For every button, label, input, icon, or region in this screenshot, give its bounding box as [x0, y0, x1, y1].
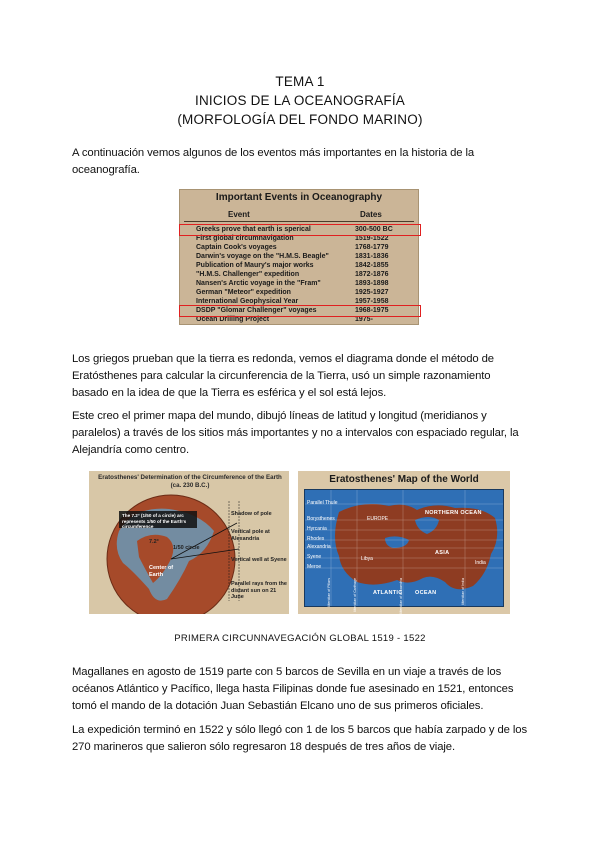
event-dates: 1893-1898: [355, 280, 389, 287]
events-col-dates: Dates: [360, 210, 382, 219]
label-ocean: OCEAN: [415, 590, 437, 596]
event-name: Nansen's Arctic voyage in the "Fram": [196, 280, 321, 287]
map-meridian-label: Meridian of Pillars: [327, 578, 331, 607]
intro-paragraph: A continuación vemos algunos de los eventos más importantes en la historia de la oceanografía.: [72, 147, 475, 176]
event-dates: 1872-1876: [355, 271, 389, 278]
event-name: Greeks prove that earth is sperical: [196, 226, 311, 233]
events-table-row: [180, 261, 418, 270]
event-name: DSDP "Glomar Challenger" voyages: [196, 307, 317, 314]
event-name: International Geophysical Year: [196, 298, 299, 305]
label-well: Vertical well at Syene: [231, 557, 287, 563]
figure-caption: PRIMERA CIRCUNNAVEGACIÓN GLOBAL 1519 - 1522: [174, 633, 426, 644]
label-arc: 1/50 circle: [173, 545, 200, 551]
events-table-row: [180, 288, 418, 297]
highlight-row-dsdp: [179, 305, 421, 317]
events-table-title: Important Events in Oceanography: [215, 192, 383, 203]
event-name: Publication of Maury's major works: [196, 262, 314, 269]
map-meridian-label: Meridian of Carthage: [353, 578, 357, 612]
event-name: "H.M.S. Challenger" expedition: [196, 271, 300, 278]
map-parallel-label: Parallel Thule: [307, 500, 338, 506]
label-europe: EUROPE: [367, 516, 389, 522]
event-name: Captain Cook's voyages: [196, 244, 277, 251]
eratosthenes-map-figure: [298, 471, 510, 614]
map-parallel-label: Meroe: [307, 564, 322, 570]
events-table-row: [180, 243, 418, 252]
map-meridian-label: Meridian of Alexandria: [399, 578, 403, 614]
map-parallel-label: Hyrcania: [307, 526, 327, 532]
event-dates: 1768-1779: [355, 244, 389, 251]
event-name: Ocean Drilling Project: [196, 316, 270, 323]
doc-subtitle-2: (MORFOLOGÍA DEL FONDO MARINO): [177, 112, 423, 127]
map-title: Eratosthenes' Map of the World: [329, 474, 479, 485]
event-dates: 1831-1836: [355, 253, 389, 260]
determination-note: The 7.2° (1/50 of a circle) arc represents 1/50 of the Earth's circumference: [122, 513, 187, 529]
label-libya: Libya: [361, 556, 373, 562]
doc-subtitle: INICIOS DE LA OCEANOGRAFÍA: [195, 93, 405, 108]
determination-title: Eratosthenes' Determination of the Circumference of the Earth (ca. 230 B.C.): [98, 474, 282, 489]
events-table-row: [180, 252, 418, 261]
events-divider: [184, 221, 414, 222]
event-dates: 1975-: [355, 316, 373, 323]
event-dates: 1842-1855: [355, 262, 389, 269]
event-name: German "Meteor" expedition: [196, 289, 291, 296]
eratosthenes-determination-figure: [89, 471, 289, 614]
event-dates: 1925-1927: [355, 289, 389, 296]
greeks-paragraph: Los griegos prueban que la tierra es redonda, vemos el diagrama donde el método de Eratósthenes para calcular la circunferencia de la Tierra, usó un simple razonamiento basado en la idea de que la Tierra es esférica y el sol está lejos.: [72, 353, 494, 399]
doc-title: TEMA 1: [275, 74, 325, 89]
events-col-event: Event: [228, 210, 250, 219]
event-dates: 1957-1958: [355, 298, 389, 305]
label-india: India: [475, 560, 486, 566]
label-asia: ASIA: [435, 550, 450, 556]
map-area: [304, 489, 504, 614]
label-pole: Vertical pole at Alexandria: [231, 529, 270, 542]
label-rays: Parallel rays from the distant sun on 21 June: [231, 581, 287, 600]
map-parallel-label: Borysthenes: [307, 516, 335, 522]
map-parallel-label: Syene: [307, 554, 322, 560]
event-dates: 1519-1522: [355, 235, 389, 242]
label-center: Center of Earth: [149, 565, 174, 578]
events-table-row: [180, 279, 418, 288]
map-meridian-label: Meridian of India: [461, 578, 465, 605]
map-parallel-label: Rhodes: [307, 536, 325, 542]
world-landmass: [305, 490, 503, 606]
event-dates: 300-500 BC: [355, 226, 393, 233]
label-northern-ocean: NORTHERN OCEAN: [425, 510, 482, 516]
label-shadow: Shadow of pole: [231, 511, 272, 517]
event-name: Darwin's voyage on the "H.M.S. Beagle": [196, 253, 329, 260]
event-name: First global circumnavigation: [196, 235, 294, 242]
events-table-row: [180, 270, 418, 279]
event-dates: 1968-1975: [355, 307, 389, 314]
magellan-paragraph: Magallanes en agosto de 1519 parte con 5 barcos de Sevilla en un viaje a través de los océanos Atlántico y Pacífico, llega hasta Filipinas donde fue asesinado en 1521, entonces tomó el mando de la dotación Juan Sebastián Elcano uno de sus primeros oficiales.: [72, 666, 514, 712]
label-angle: 7.2°: [149, 539, 159, 545]
map-parallel-label: Alexandria: [307, 544, 331, 550]
map-paragraph: Este creo el primer mapa del mundo, dibujó líneas de latitud y longitud (meridianos y paralelos) a través de los sitios más importantes y no a intervalos con espaciado regular, la Alejandría como centro.: [72, 410, 519, 456]
end-paragraph: La expedición terminó en 1522 y sólo llegó con 1 de los 5 barcos que había zarpado y de los 270 marineros que salieron sólo regresaron 18 después de tres años de viaje.: [72, 724, 528, 753]
highlight-row-greeks: [179, 224, 421, 236]
label-atlantic: ATLANTIC: [373, 590, 403, 596]
